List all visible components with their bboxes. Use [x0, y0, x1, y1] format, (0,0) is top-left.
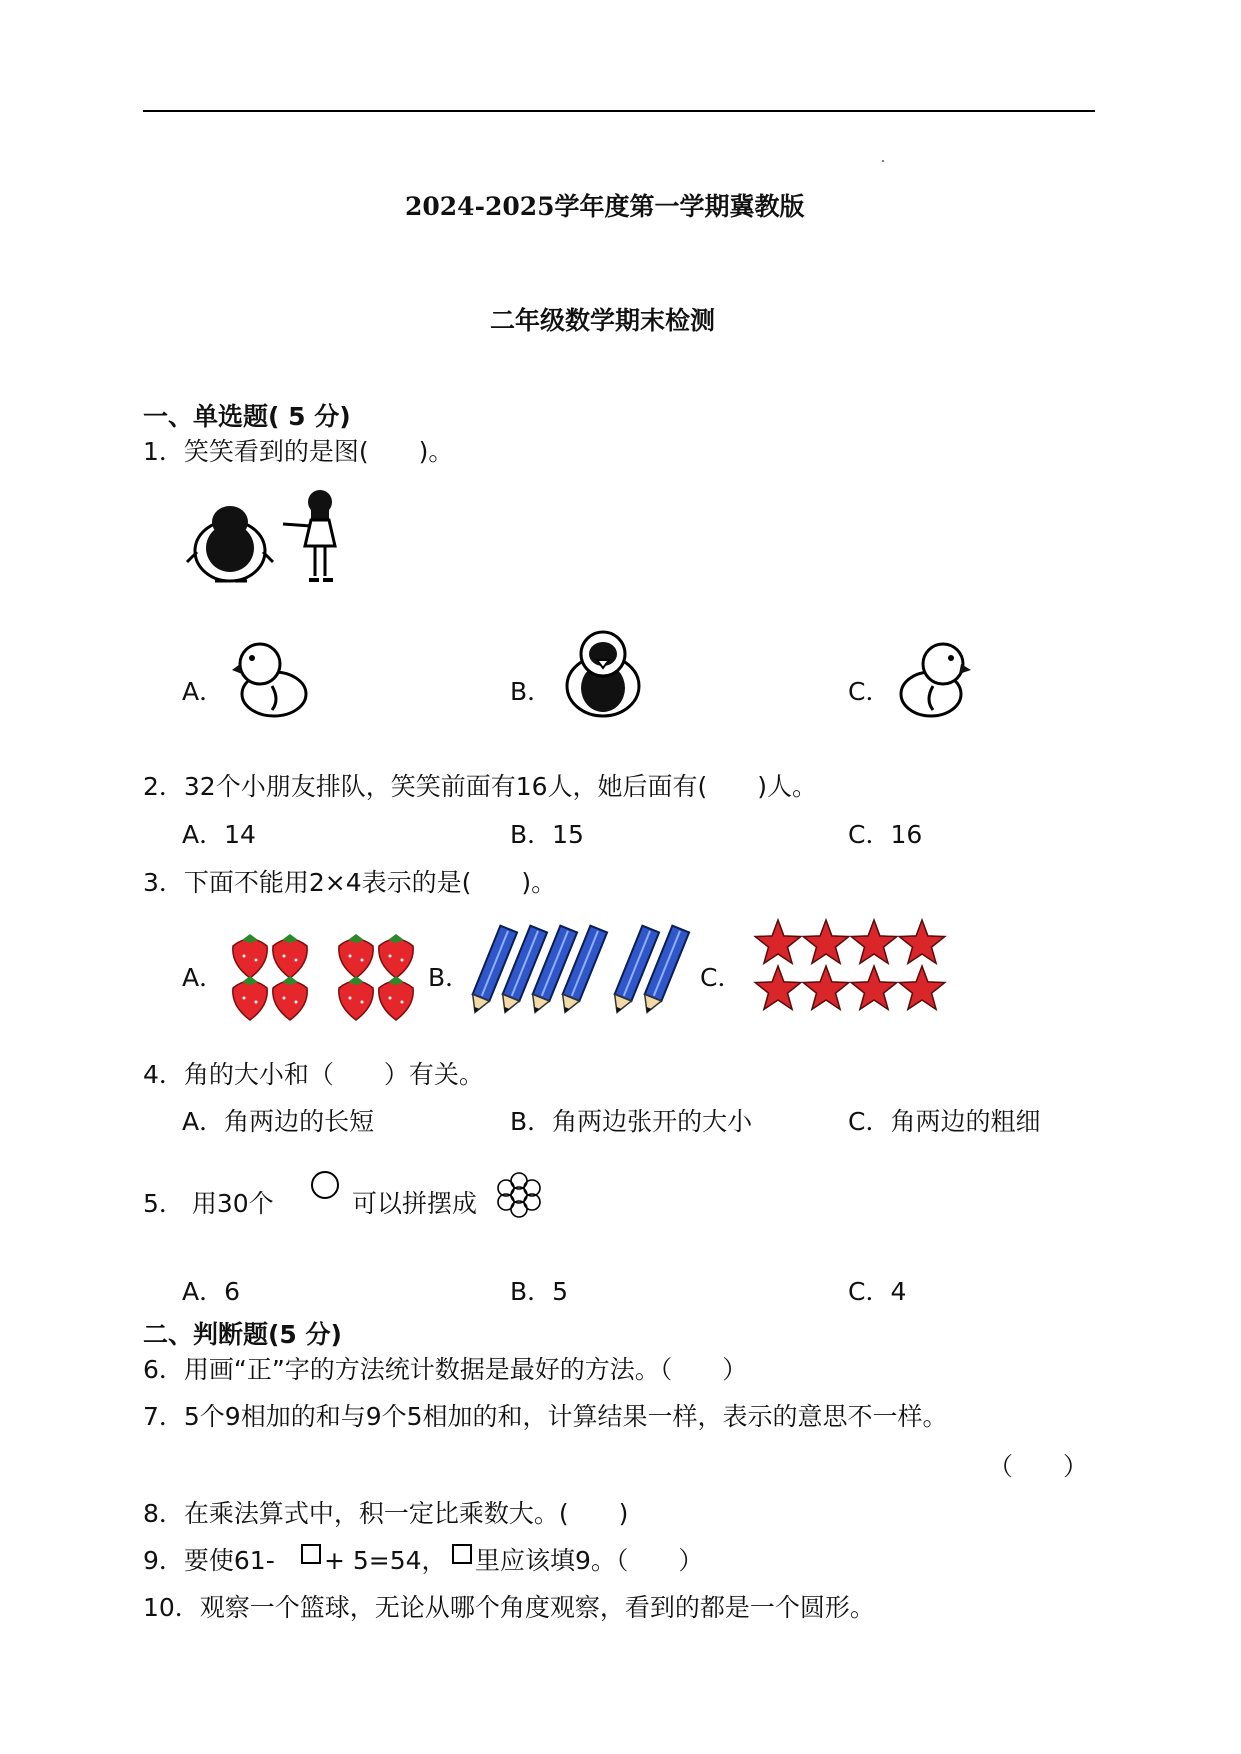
question-8: 8．在乘法算式中，积一定比乘数大。( ) [143, 1499, 629, 1528]
pencil-group [475, 918, 695, 1024]
star-group [750, 920, 960, 1016]
star-icon [899, 920, 945, 963]
answer-box-1 [301, 1544, 321, 1564]
flower-icon [495, 1172, 543, 1218]
star-icon [803, 920, 849, 963]
question-9-part3: 里应该填9。（ ） [475, 1546, 704, 1575]
question-5-suffix: 可以拼摆成 [352, 1189, 478, 1218]
star-icon [851, 920, 897, 963]
question-4: 4．角的大小和（ ）有关。 [143, 1060, 484, 1089]
question-6: 6．用画“正”字的方法统计数据是最好的方法。（ ） [143, 1355, 748, 1384]
answer-box-2 [452, 1544, 472, 1564]
question-3: 3．下面不能用2×4表示的是( )。 [143, 868, 557, 897]
q3-option-b: B． [428, 963, 471, 992]
strawberry-icon [339, 976, 373, 1020]
penguin-front-icon [563, 626, 643, 718]
star-icon [803, 966, 849, 1009]
question-5-prefix: 5． 用30个 [143, 1189, 274, 1218]
strawberry-group [228, 932, 418, 1022]
question-7-blank: （ ） [988, 1452, 1089, 1481]
question-9-part2: + 5=54， [324, 1546, 447, 1575]
q5-option-a: A．6 [182, 1277, 241, 1306]
q1-option-c: C． [848, 677, 891, 706]
q2-option-a: A．14 [182, 820, 256, 849]
star-icon [899, 966, 945, 1009]
q4-option-b: B．角两边张开的大小 [510, 1107, 753, 1136]
q3-option-a: A． [182, 963, 225, 992]
q3-option-c: C． [700, 963, 743, 992]
star-icon [755, 966, 801, 1009]
section1-heading: 一、单选题( 5 分) [143, 402, 351, 431]
question-1: 1．笑笑看到的是图( )。 [143, 437, 454, 466]
circle-icon [310, 1170, 340, 1200]
q4-option-c: C．角两边的粗细 [848, 1107, 1041, 1136]
strawberry-icon [273, 976, 307, 1020]
q1-option-b: B． [510, 677, 553, 706]
q5-option-b: B．5 [510, 1277, 569, 1306]
penguin-and-girl-scene [185, 488, 345, 588]
q2-option-c: C．16 [848, 820, 923, 849]
section2-heading: 二、判断题(5 分) [143, 1320, 342, 1349]
penguin-side-left-icon [232, 636, 310, 718]
q4-option-a: A．角两边的长短 [182, 1107, 375, 1136]
q5-option-c: C．4 [848, 1277, 907, 1306]
question-10: 10．观察一个篮球，无论从哪个角度观察，看到的都是一个圆形。 [143, 1593, 875, 1622]
question-9-part1: 9．要使61- [143, 1546, 275, 1575]
strawberry-icon [379, 976, 413, 1020]
strawberry-icon [233, 976, 267, 1020]
header-rule [143, 110, 1095, 112]
penguin-side-right-icon [897, 638, 971, 718]
strawberry-icon [379, 934, 413, 978]
question-7: 7．5个9相加的和与9个5相加的和，计算结果一样，表示的意思不一样。 [143, 1402, 948, 1431]
girl-icon [283, 490, 335, 580]
star-icon [755, 920, 801, 963]
scan-dot [882, 160, 884, 162]
q1-option-a: A． [182, 677, 225, 706]
question-2: 2．32个小朋友排队，笑笑前面有16人，她后面有( )人。 [143, 772, 818, 801]
q2-option-b: B．15 [510, 820, 584, 849]
page-title-line2: 二年级数学期末检测 [490, 306, 716, 335]
penguin-back-icon [187, 506, 273, 581]
strawberry-icon [339, 934, 373, 978]
strawberry-icon [233, 934, 267, 978]
strawberry-icon [273, 934, 307, 978]
star-icon [851, 966, 897, 1009]
page-title-line1: 2024-2025学年度第一学期冀教版 [405, 192, 805, 221]
